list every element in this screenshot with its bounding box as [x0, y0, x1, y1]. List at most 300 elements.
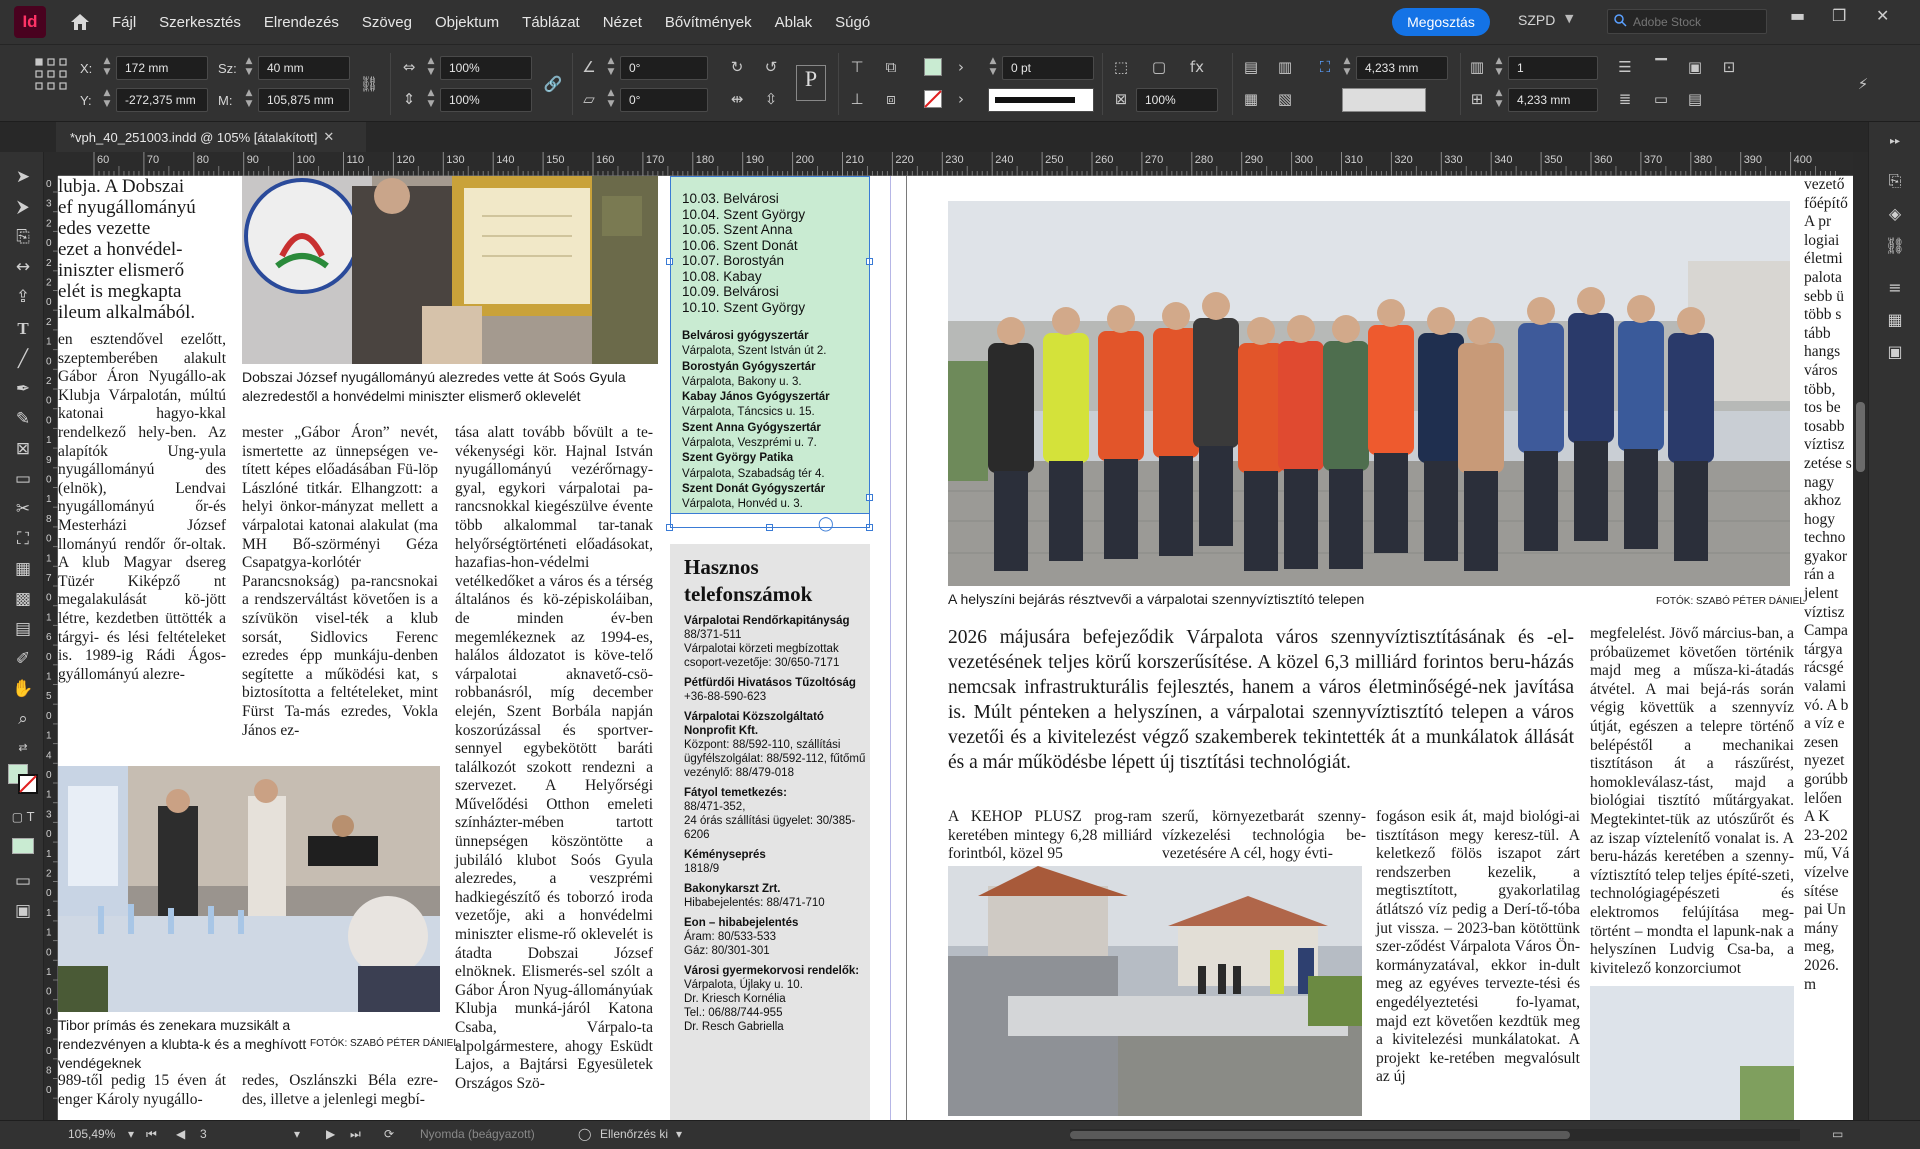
- person-figure: [1153, 328, 1199, 458]
- rotate-stepper[interactable]: ▲ ▼: [607, 56, 615, 77]
- duty-date-item: 10.08. Kabay: [682, 268, 762, 284]
- ruler-label: 8: [46, 513, 52, 525]
- pharmacy-duty-box[interactable]: [670, 176, 870, 514]
- gutter-stepper[interactable]: ▲ ▼: [1343, 56, 1351, 77]
- document-canvas[interactable]: [58, 176, 1853, 1120]
- layers-panel-icon[interactable]: ◈: [1888, 203, 1902, 223]
- phone-entry-name: Kéményseprés: [684, 849, 766, 861]
- ruler-label: 0: [46, 770, 52, 781]
- horizontal-scrollbar[interactable]: [1070, 1129, 1800, 1141]
- width-stepper[interactable]: ▲ ▼: [245, 56, 253, 77]
- person-head: [1527, 297, 1555, 325]
- ruler-label: 2: [46, 257, 52, 269]
- menu-help[interactable]: Súgó: [835, 13, 871, 31]
- swatches-panel-icon[interactable]: ▦: [1887, 309, 1903, 329]
- musicians-photo-caption[interactable]: Tibor prímás és zenekara muzsikált a rendezvényen a klubta-k és a meghívott vendégeknek: [58, 1017, 307, 1071]
- scale-y-stepper[interactable]: ▲ ▼: [427, 88, 435, 109]
- person-figure: [1418, 333, 1464, 463]
- left-article-col1-bottom[interactable]: 989-től pedig 15 éven át enger Károly nyugállo-: [58, 1072, 226, 1108]
- chevron-down-icon[interactable]: ▾: [294, 1127, 301, 1141]
- ruler-label: 260: [1095, 154, 1114, 166]
- columns-icon: ▥: [1469, 58, 1485, 76]
- left-article-col1-top[interactable]: lubja. A Dobszai ef nyugállományú edes vezette ezet a honvédel- iniszter elismerő elét is megkapta ileum alkalmából.: [58, 176, 196, 323]
- ruler-label: 1: [46, 967, 52, 978]
- ruler-label: 290: [1244, 154, 1264, 166]
- gap-tool-icon[interactable]: ↔: [15, 257, 31, 277]
- fill-menu-icon[interactable]: ›: [958, 58, 964, 76]
- person-figure: [1098, 331, 1144, 461]
- hand-tool-icon[interactable]: ✋: [12, 679, 34, 699]
- text-wrap-next-icon[interactable]: ▧: [1277, 90, 1293, 108]
- musicians-photo[interactable]: [58, 766, 440, 1012]
- ruler-label: 130: [446, 154, 465, 166]
- ruler-label: 4: [46, 750, 52, 762]
- left-article-col2-body[interactable]: mester „Gábor Áron” nevét, ismertette az ünnepségen ve-tített képes előadásában Fü-löp Lászlóné titkár. Elhangzott: a helyi önkor-mányzat mellett a várpalotai katonai alakulat (ma MH Bő-szörményi Géza Csapatgya-korlótér Parancsnokság) pa-rancsnokai a rendszerváltást követően is a szívükön visel-ték a klub sorsát, Sidlovics Ferenc ezredes épp munkáju-denben segítette a működési kat, s biztosította a feltételeket, mint Fürst Ta-más ezredes, Vokla János ez-: [242, 424, 438, 739]
- phone-entry-line: Hibabejelentés: 88/471-710: [684, 897, 825, 909]
- pharmacy-name: Borostyán Gyógyszertár: [682, 360, 816, 373]
- phone-entry-line: 1818/9: [684, 863, 720, 875]
- ruler-label: 0: [46, 947, 52, 959]
- control-panel: [0, 44, 1920, 122]
- menu-edit[interactable]: Szerkesztés: [159, 13, 241, 31]
- ceremony-photo[interactable]: [242, 176, 658, 364]
- ruler-label: 0: [46, 533, 52, 545]
- opacity-icon: ⊠: [1114, 90, 1128, 108]
- ruler-label: 200: [795, 154, 814, 166]
- align-left-icon[interactable]: ⊤: [850, 58, 864, 76]
- stroke-color-icon[interactable]: [18, 774, 38, 794]
- height-field[interactable]: 105,875 mm: [258, 88, 350, 112]
- horizontal-ruler[interactable]: [58, 152, 1853, 176]
- vertical-scroll-thumb[interactable]: [1856, 402, 1865, 472]
- text-wrap-around-icon[interactable]: ▥: [1277, 58, 1293, 76]
- rectangle-frame-tool-icon[interactable]: ⊠: [15, 439, 31, 459]
- right-article-col2[interactable]: szerű, környezetbarát szenny-vízkezelési technológia be-vezetésére A cél, hogy évti-: [1162, 808, 1366, 863]
- flip-vertical-icon[interactable]: ⇳: [764, 90, 778, 108]
- ruler-label: 5: [46, 691, 52, 703]
- document-tab-bar: [0, 122, 1920, 152]
- scale-x-icon: ⇔: [402, 58, 416, 76]
- frame-fitting-icon[interactable]: ⬚: [1113, 58, 1129, 76]
- justify-icon[interactable]: ≣: [1618, 90, 1632, 108]
- search-icon: [1614, 14, 1627, 30]
- treatment-plant-photo[interactable]: [948, 866, 1362, 1116]
- person-legs: [1674, 461, 1708, 561]
- menu-file[interactable]: Fájl: [112, 13, 137, 31]
- columns-field[interactable]: 1: [1508, 56, 1598, 80]
- stroke-menu-icon[interactable]: ›: [958, 90, 964, 108]
- ruler-label: 0: [46, 179, 52, 190]
- note-tool-icon[interactable]: ▤: [14, 619, 32, 639]
- selection-right-edge: [869, 176, 870, 527]
- person-head: [1377, 299, 1405, 327]
- pharmacy-address: Várpalota, Honvéd u. 3.: [682, 498, 803, 511]
- pharmacy-name: Szent Donát Gyógyszertár: [682, 482, 826, 495]
- formatting-affects-icon[interactable]: ▢ T: [11, 810, 35, 824]
- right-article-lead[interactable]: 2026 májusára befejeződik Várpalota város szennyvíztisztításának és -el-vezetésének teljes körű korszerűsítése. A közel 6,3 milliárd forintos beru-házás nemcsak infrastrukturális fejlesztés, hanem a város életminőségé-nek javítása is. Múlt pénteken a helyszínen, a várpalotai szennyvíztisztító telepen a város vezetői és a kivitelezést végző szakemberek tekintették át a munkálatok állását és a már működésbe lépett új tisztítási technológiát.: [948, 627, 1574, 773]
- last-page-icon[interactable]: ⏭: [350, 1127, 361, 1141]
- person-figure: [1043, 333, 1089, 463]
- close-tab-icon[interactable]: ✕: [323, 129, 335, 144]
- phone-entry-line: +36-88-590-623: [684, 691, 767, 703]
- phone-entry-line: Tel.: 06/88/744-955: [684, 1007, 783, 1019]
- content-collector-icon[interactable]: ⇪: [15, 287, 31, 307]
- person-figure: [1368, 325, 1414, 455]
- stroke-weight-field[interactable]: 0 pt: [1002, 56, 1094, 80]
- ruler-label: 0: [46, 710, 52, 722]
- lightning-icon[interactable]: ⚡: [1857, 75, 1869, 93]
- eyedropper-tool-icon[interactable]: ✐: [15, 649, 31, 669]
- rotate-cw-icon[interactable]: ↻: [730, 58, 744, 76]
- ruler-label: 140: [496, 154, 515, 166]
- pharmacy-name: Szent György Patika: [682, 452, 794, 465]
- scale-x-stepper[interactable]: ▲ ▼: [427, 56, 435, 77]
- selection-left-edge: [670, 176, 671, 527]
- person-figure: [1568, 313, 1614, 443]
- ruler-label: 190: [745, 154, 765, 166]
- useful-phones-title: Hasznos telefonszámok: [684, 555, 813, 606]
- scale-x-field[interactable]: 100%: [440, 56, 532, 80]
- menu-plugins[interactable]: Bővítmények: [664, 13, 752, 31]
- x-field[interactable]: 172 mm: [116, 56, 208, 80]
- phone-entry-line: Gáz: 80/301-301: [684, 945, 770, 957]
- pharmacy-name: Belvárosi gyógyszertár: [682, 330, 809, 342]
- ruler-label: 160: [596, 154, 615, 166]
- ruler-label: 310: [1344, 154, 1363, 166]
- person-head: [1627, 295, 1655, 323]
- screen-mode-icon[interactable]: ▭: [14, 871, 32, 891]
- person-head: [1332, 315, 1360, 343]
- left-article-col1-body[interactable]: en esztendővel ezelőtt, szeptemberében alakult Gábor Áron Nyugállo-ak Klubja Várpalotán, múltú katonai hagyo-kkal rendelkező hely-ben. Az alapítók Ung-yula nyugállományú des (elnök), Lendvai nyugállományú őr-és Mesterházi József llományú rendőr őr-oltak. A klub Magyar dsereg Tüzér Kiképző nt megalakulását kö-jött létre, kezdetben üttötték a tárgyi- és lési feltételeket is. 1989-ig Rádi Ágos-gyállományú alezre-: [58, 331, 226, 683]
- home-icon[interactable]: [68, 10, 92, 34]
- ruler-label: 240: [995, 154, 1014, 166]
- phone-entry-line: Központ: 88/592-110, szállítási ügyfélszolgálat: 88/592-112, fűtőmű vezénylő: 88/479-018: [684, 739, 866, 779]
- ruler-label: 0: [46, 651, 52, 663]
- pencil-tool-icon[interactable]: ✎: [15, 409, 31, 429]
- ruler-label: 1: [46, 612, 52, 624]
- ruler-label: 6: [46, 632, 52, 644]
- phone-entry-line: Dr. Kriesch Kornélia: [684, 993, 786, 1005]
- document-tab[interactable]: [56, 122, 366, 152]
- opacity-field[interactable]: 100%: [1136, 88, 1218, 112]
- drop-shadow-icon[interactable]: ▢: [1151, 58, 1167, 76]
- ruler-label: 90: [246, 154, 259, 166]
- group-photo-credit: FOTÓK: SZABÓ PÉTER DÁNIEL: [1656, 596, 1805, 607]
- page-number[interactable]: 3: [200, 1127, 207, 1141]
- menu-type[interactable]: Szöveg: [361, 13, 412, 31]
- ruler-label: 0: [46, 1085, 52, 1097]
- default-colors-icon[interactable]: ⇄: [18, 740, 28, 754]
- phone-entry-line: Várpalotai körzeti megbízottak csoport-vezetője: 30/650-7171: [684, 643, 840, 669]
- align-bottom-icon[interactable]: ⊥: [850, 90, 864, 108]
- ruler-label: 0: [46, 829, 52, 841]
- share-button[interactable]: Megosztás: [1392, 8, 1490, 36]
- ruler-label: 100: [296, 154, 315, 166]
- ruler-origin[interactable]: [44, 152, 58, 176]
- ruler-label: 2: [46, 316, 52, 328]
- ruler-label: 320: [1394, 154, 1413, 166]
- ruler-label: 0: [46, 986, 52, 998]
- phone-entry-line: Dr. Resch Gabriella: [684, 1021, 784, 1033]
- person-head: [1287, 315, 1315, 343]
- right-article-col5[interactable]: vezető főépítő A pr logiai életmi palota sebb ü több s tább hangs város több, tos be tosabb víztisz zetése s nagy akhoz hogy techno gyakor rán a jelent víztisz Campa tárgya rácsgé valami vó. A b a víz e zesen nyezet gorúbb lelően A K 23-202 mű, Vá vízelve sítése pai Un mány meg, 2026. m: [1804, 176, 1852, 993]
- auto-size-icon[interactable]: ⊡: [1722, 58, 1736, 76]
- ruler-label: 400: [1793, 154, 1812, 166]
- ruler-label: 0: [46, 238, 52, 250]
- stroke-type-select[interactable]: [988, 88, 1094, 112]
- line-tool-icon[interactable]: ╱: [17, 349, 29, 369]
- corner-shape-select[interactable]: [1342, 88, 1426, 112]
- duty-date-item: 10.06. Szent Donát: [682, 237, 798, 253]
- stock-search[interactable]: [1607, 9, 1767, 34]
- preflight-status[interactable]: Ellenőrzés ki: [600, 1127, 669, 1141]
- main-menu: [112, 14, 893, 31]
- reference-p-icon[interactable]: P: [796, 65, 826, 101]
- person-figure: [1518, 323, 1564, 453]
- ruler-label: 0: [46, 474, 52, 486]
- page-tool-icon[interactable]: ⎘: [16, 227, 30, 247]
- pharmacy-name: Szent Anna Gyógyszertár: [682, 421, 821, 434]
- x-label: X:: [80, 61, 93, 76]
- menu-window[interactable]: Ablak: [774, 13, 813, 31]
- rectangle-tool-icon[interactable]: ▭: [14, 469, 32, 489]
- phone-entry-line: Várpalota, Újlaky u. 10.: [684, 979, 803, 991]
- person-figure: [1618, 321, 1664, 451]
- person-head: [1427, 307, 1455, 335]
- ruler-label: 8: [46, 1065, 52, 1077]
- spread-center-line: [906, 176, 907, 1120]
- sync-icon[interactable]: ⟳: [384, 1127, 395, 1141]
- ceremony-photo-caption[interactable]: Dobszai József nyugállományú alezredes vette át Soós Gyula alezredestől a honvédelmi miniszter elismerő oklevelét: [242, 369, 626, 404]
- horizontal-scroll-thumb[interactable]: [1070, 1131, 1570, 1139]
- person-head: [1677, 307, 1705, 335]
- panels-dock: [1868, 122, 1920, 1122]
- free-transform-tool-icon[interactable]: ⛶: [17, 529, 29, 549]
- text-wrap-icon[interactable]: ▤: [1243, 58, 1259, 76]
- stroke-panel-icon[interactable]: ≡: [1888, 277, 1902, 297]
- color-profile[interactable]: Nyomda (beágyazott): [420, 1127, 535, 1141]
- zoom-level[interactable]: 105,49%: [68, 1127, 116, 1141]
- phone-entry-name: Eon – hibabejelentés: [684, 917, 799, 929]
- duty-date-item: 10.07. Borostyán: [682, 253, 785, 268]
- right-article-col3[interactable]: fogáson esik át, majd biológi-ai tisztításon megy keresz-tül. A keletkező fölös iszapot zárt rendszerben kezelik, a megtisztított, gyakorlatilag átlátszó víz pedig a Derí-tő-tóba jut vissza. – 2023-ban kötöttünk szer-ződést Várpalota Város Ön-kormányzatával, ekkor in-dult meg az egyéves tervezte-tési és engedélyeztetési fo-lyamat, majd ezt követően kezdtük meg a kivitelezési munkálatokat. A projekt ke-retében megvalósult az új: [1376, 808, 1580, 1086]
- y-field[interactable]: -272,375 mm: [116, 88, 208, 112]
- gutter-icon: ⛶: [1319, 58, 1331, 76]
- x-stepper[interactable]: ▲ ▼: [103, 56, 111, 77]
- width-label: Sz:: [218, 61, 237, 76]
- ruler-label: 80: [196, 154, 210, 166]
- ruler-label: 250: [1045, 154, 1064, 166]
- pharmacy-address: Várpalota, Szabadság tér 4.: [682, 467, 825, 480]
- link-scale-icon[interactable]: 🔗: [543, 75, 563, 93]
- selection-tool-icon[interactable]: ➤: [15, 167, 31, 187]
- gutter-field-1[interactable]: 4,233 mm: [1356, 56, 1448, 80]
- ruler-label: 120: [396, 154, 415, 166]
- menu-object[interactable]: Objektum: [434, 13, 500, 31]
- width-field[interactable]: 40 mm: [258, 56, 350, 80]
- vertical-ruler[interactable]: [44, 176, 58, 1120]
- content-grabber-icon[interactable]: ◯: [818, 516, 834, 532]
- y-stepper[interactable]: ▲ ▼: [103, 88, 111, 109]
- stroke-weight-stepper[interactable]: ▲ ▼: [989, 56, 997, 77]
- baseline-icon[interactable]: ▭: [1653, 90, 1669, 108]
- person-legs: [1624, 449, 1658, 549]
- stock-search-input[interactable]: [1633, 15, 1753, 29]
- cc-libraries-icon[interactable]: ▣: [1887, 341, 1903, 361]
- phone-entry-name: Várpalotai Rendőrkapitányság: [684, 615, 850, 627]
- panel-toggle-icon[interactable]: ▭: [1832, 1127, 1844, 1141]
- ruler-label: 3: [46, 198, 52, 210]
- ruler-label: 220: [895, 154, 914, 166]
- phones-list: [684, 614, 866, 1034]
- group-photo[interactable]: [948, 201, 1790, 586]
- zoom-tool-icon[interactable]: ⌕: [18, 709, 28, 729]
- person-head: [1577, 287, 1605, 315]
- restore-icon[interactable]: ❐: [1832, 6, 1847, 25]
- prev-page-icon[interactable]: ◀: [176, 1127, 186, 1141]
- ruler-label: 0: [46, 356, 52, 368]
- gradient-swatch-tool-icon[interactable]: ▦: [14, 559, 32, 579]
- direct-selection-tool-icon[interactable]: ⮞: [16, 197, 30, 217]
- right-article-col1[interactable]: A KEHOP PLUSZ prog-ram keretében mintegy 6,28 milliárd forintból, közel 95: [948, 808, 1152, 863]
- person-head: [1162, 302, 1190, 330]
- top-align-icon[interactable]: ▔: [1655, 58, 1667, 76]
- ruler-label: 2: [46, 376, 52, 387]
- height-stepper[interactable]: ▲ ▼: [245, 88, 253, 109]
- first-page-icon[interactable]: ⏮: [146, 1127, 157, 1141]
- person-legs: [1049, 461, 1083, 561]
- minimize-icon[interactable]: ▬: [1790, 6, 1806, 25]
- person-legs: [994, 471, 1028, 571]
- ruler-label: 1: [46, 671, 52, 683]
- scale-y-field[interactable]: 100%: [440, 88, 532, 112]
- gutter-field-2[interactable]: 4,233 mm: [1508, 88, 1598, 112]
- person-legs: [1104, 459, 1138, 559]
- person-head: [1052, 307, 1080, 335]
- ruler-label: 110: [346, 154, 365, 166]
- person-legs: [1464, 471, 1498, 571]
- close-icon[interactable]: ✕: [1876, 6, 1890, 25]
- frame-options-icon[interactable]: ▤: [1687, 90, 1703, 108]
- ruler-label: 70: [146, 154, 160, 166]
- menu-table[interactable]: Táblázat: [522, 13, 580, 31]
- ruler-label: 7: [46, 573, 52, 584]
- ruler-label: 3: [46, 809, 52, 821]
- panel-grip-icon[interactable]: ▸▸: [1889, 135, 1901, 147]
- fx-icon[interactable]: fx: [1189, 58, 1205, 76]
- workspace-switcher[interactable]: SZPD: [1518, 12, 1556, 28]
- type-tool-icon[interactable]: T: [17, 319, 29, 338]
- person-figure: [1193, 318, 1239, 448]
- shear-field[interactable]: 0°: [620, 88, 708, 112]
- pages-panel-icon[interactable]: ⎘: [1888, 171, 1902, 190]
- chevron-down-icon[interactable]: ▼: [1565, 12, 1574, 25]
- ruler-label: 370: [1643, 154, 1663, 166]
- gutter2-stepper[interactable]: ▲ ▼: [1495, 88, 1503, 109]
- menu-view[interactable]: Nézet: [602, 13, 642, 31]
- vertical-scrollbar[interactable]: [1853, 152, 1868, 1120]
- left-article-col3-body[interactable]: tása alatt tovább bővült a te-vékenységi kör. Hajnal István nyugállományú vezérőrnagy-gyal, egykori várpalotai pa-rancsnokkal kiegészülve évente több alkalommal tar-tanak helyőrségtörténeti előadásokat, hazafias-hon-védelmi vetélkedőket a város és a térség általános és kö-zépiskoláiban, de minden év-ben megemlékeznek az 1994-es, halálos áldozatot is köve-telő várpalotai aknavető-csö-robbanásról, míg december elején, Szent Borbála napján koszorúzással és sportver-sennyel egybekötött baráti találkozót szokott rendezni a szervezet. A Helyőrségi Művelődési Otthon emeleti színházter-mében tartott ünnepségen köszöntötte a jubiláló klubot Soós Gyula alezredes, a veszprémi hadkiegészítő és toborzó iroda vezetője, aki a honvédelmi miniszter elisme-rő oklevelét is átadta Dobszai József elnöknek. Elismerés-sel szólt a Gábor Áron Nyug-állományúak Klubja munká-járól Katona Csaba, Várpalo-ta alpolgármestere, ahogy Esküdt Lajos, a Bajtársi Egyesületek Országos Szö-: [455, 424, 654, 1092]
- scissors-tool-icon[interactable]: ✂: [15, 499, 31, 519]
- menu-layout[interactable]: Elrendezés: [263, 13, 339, 31]
- rotate-field[interactable]: 0°: [620, 56, 708, 80]
- musicians-photo-credit: FOTÓK: SZABÓ PÉTER DÁNIEL: [310, 1038, 459, 1049]
- rotate-ccw-icon[interactable]: ↺: [764, 58, 778, 76]
- phone-entry-name: Fátyol temetkezés:: [684, 787, 787, 799]
- ruler-label: 350: [1544, 154, 1563, 166]
- rotate-icon: ∠: [582, 58, 596, 76]
- scale-y-icon: ⇕: [402, 90, 416, 108]
- right-article-col4[interactable]: megfelelést. Jövő március-ban, a próbaüzemet követően történik majd meg a műsza-ki-átadás átvétel. A mai bejá-rás során végig követtük a szennyvíz útját, egészen a telepre történő belépéstől a mechanikai tisztításon át a rászűrést, homokleválasz-tást, majd a biológiai tisztító műtárgyakat. Megtekintet-tük az utószűrőt és az iszap víztelenítő vonalat is. A beru-házás keretében a szenny-víztisztító telep teljes építé-szeti, technológiagépészeti és elektromos felújítása meg-történt – mondta el lapunk-nak a helyszínen Ludvig Csa-ba, a kivitelező konzorciumot: [1590, 625, 1794, 977]
- ruler-label: 270: [1144, 154, 1164, 166]
- ruler-label: 280: [1194, 154, 1214, 166]
- sky-photo[interactable]: [1590, 986, 1794, 1120]
- height-label: M:: [218, 93, 233, 108]
- preflight-status-icon: ◯: [578, 1127, 592, 1141]
- ruler-label: 60: [97, 154, 110, 166]
- left-article-col2-bottom[interactable]: redes, Oszlánszki Béla ezre-des, illetve a jelenlegi megbí-: [242, 1072, 438, 1108]
- ruler-label: 0: [46, 888, 52, 900]
- ruler-label: 0: [46, 1006, 52, 1018]
- document-tab-title: *vph_40_251003.indd @ 105% [átalakított]: [70, 129, 318, 145]
- flip-horizontal-icon[interactable]: ⇹: [730, 90, 744, 108]
- pen-tool-icon[interactable]: ✒: [15, 379, 31, 399]
- useful-phones-box[interactable]: [670, 544, 870, 1124]
- apply-color-icon[interactable]: [12, 838, 34, 854]
- span-columns-icon[interactable]: ☰: [1618, 58, 1632, 76]
- ruler-label: 390: [1743, 154, 1763, 166]
- next-page-icon[interactable]: ▶: [326, 1127, 336, 1141]
- reference-point-icon[interactable]: [34, 57, 68, 94]
- chevron-down-icon[interactable]: ▾: [676, 1127, 683, 1141]
- duty-dates-list: [682, 191, 868, 315]
- person-head: [1247, 317, 1275, 345]
- tools-panel: [0, 152, 44, 1120]
- shear-stepper[interactable]: ▲ ▼: [607, 88, 615, 109]
- phone-entry-line: Áram: 80/533-533: [684, 931, 777, 943]
- phone-entry-line: 88/471-352,: [684, 801, 746, 813]
- duty-date-item: 10.04. Szent György: [682, 206, 806, 222]
- person-legs: [1159, 456, 1193, 556]
- group-photo-caption[interactable]: A helyszíni bejárás résztvevői a várpalotai szennyvíztisztító telepen: [948, 591, 1365, 607]
- app-logo[interactable]: Id: [14, 6, 46, 38]
- distribute-icon[interactable]: ⧉: [885, 58, 897, 76]
- view-mode-icon[interactable]: ▣: [14, 901, 32, 921]
- links-panel-icon[interactable]: ⛓: [1884, 235, 1906, 255]
- distribute-v-icon[interactable]: ⧈: [886, 90, 896, 108]
- person-legs: [1244, 471, 1278, 571]
- duty-date-item: 10.03. Belvárosi: [682, 191, 779, 206]
- person-head: [1467, 317, 1495, 345]
- person-head: [1202, 292, 1230, 320]
- pharmacy-list: [682, 329, 868, 513]
- ruler-label: 0: [46, 1045, 52, 1057]
- ruler-label: 2: [46, 218, 52, 230]
- constrain-proportions-icon[interactable]: ⛓: [359, 75, 379, 93]
- ruler-label: 170: [645, 154, 665, 166]
- ruler-label: 2: [46, 868, 52, 880]
- gradient-feather-tool-icon[interactable]: ▩: [14, 589, 32, 609]
- center-align-icon[interactable]: ▣: [1687, 58, 1703, 76]
- y-label: Y:: [80, 93, 92, 108]
- ruler-label: 210: [845, 154, 864, 166]
- chevron-down-icon[interactable]: ▾: [128, 1127, 135, 1141]
- text-wrap-jump-icon[interactable]: ▦: [1243, 90, 1259, 108]
- phone-entry-name: Bakonykarszt Zrt.: [684, 883, 781, 895]
- columns-stepper[interactable]: ▲ ▼: [1495, 56, 1503, 77]
- fill-swatch[interactable]: [924, 58, 942, 76]
- stroke-swatch[interactable]: [924, 90, 942, 108]
